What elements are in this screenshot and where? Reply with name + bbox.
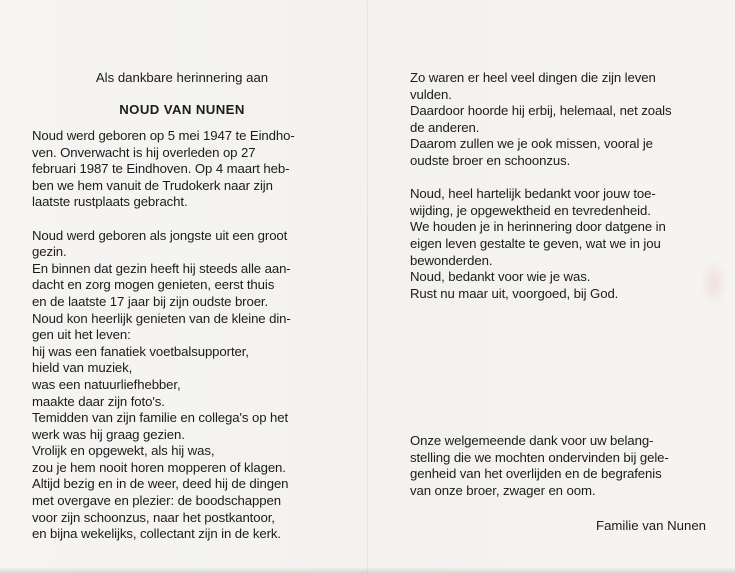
right-column-line: Noud, bedankt voor wie je was. <box>410 269 591 285</box>
right-column-line: bewonderden. <box>410 252 493 268</box>
right-column-line: We houden je in herinnering door datgene in <box>410 219 666 235</box>
left-column-line: Altijd bezig en in de weer, deed hij de dingen <box>32 476 289 492</box>
right-column-line: vulden. <box>410 86 452 102</box>
card-fold-line <box>367 0 368 573</box>
right-column-line: Daardoor hoorde hij erbij, helemaal, net zoals <box>410 103 672 119</box>
left-column-line: maakte daar zijn foto's. <box>32 393 165 409</box>
left-column-line: met overgave en plezier: de boodschappen <box>32 493 281 509</box>
left-column-line: was een natuurliefhebber, <box>32 376 181 392</box>
right-column-line: Daarom zullen we je ook missen, vooral je <box>410 136 653 152</box>
left-column-line: ben we hem vanuit de Trudokerk naar zijn <box>32 177 273 193</box>
left-column-line: voor zijn schoonzus, naar het postkantoor, <box>32 509 275 525</box>
right-column-line: Rust nu maar uit, voorgoed, bij God. <box>410 285 619 301</box>
right-column-line: Noud, heel hartelijk bedankt voor jouw toe- <box>410 186 656 202</box>
thanks-line: Onze welgemeende dank voor uw belang- <box>410 433 654 448</box>
thanks-text <box>410 433 710 499</box>
left-column-line: Temidden van zijn familie en collega's op het <box>32 410 289 426</box>
left-column-line: Vrolijk en opgewekt, als hij was, <box>32 443 215 459</box>
right-column-line: wijding, je opgewektheid en tevredenheid. <box>410 202 651 218</box>
card-bottom-edge <box>0 567 735 573</box>
left-column-line: ven. Onverwacht is hij overleden op 27 <box>32 144 256 160</box>
right-column-line: eigen leven gestalte te geven, wat we in jou <box>410 235 661 251</box>
thanks-line: genheid van het overlijden en de begrafenis <box>410 466 662 482</box>
left-column-line: dacht en zorg mogen genieten, eerst thuis <box>32 277 275 293</box>
left-column-line: werk was hij graag gezien. <box>32 426 185 442</box>
right-column-text <box>410 70 710 302</box>
thanks-line: van onze broer, zwager en oom. <box>410 482 596 498</box>
thanks-line: stelling die we mochten ondervinden bij gele- <box>410 449 669 465</box>
left-column-line: Noud werd geboren op 5 mei 1947 te Eindho- <box>32 128 295 143</box>
deceased-name: NOUD VAN NUNEN <box>119 102 245 117</box>
left-column-line: hij was een fanatiek voetbalsupporter, <box>32 343 249 359</box>
intro-text: Als dankbare herinnering aan <box>95 70 269 85</box>
left-column-line: En binnen dat gezin heeft hij steeds alle aan- <box>32 260 291 276</box>
left-column-line: gezin. <box>32 244 67 260</box>
left-column-line: gen uit het leven: <box>32 327 131 343</box>
left-column-text <box>32 128 332 543</box>
right-column-line: de anderen. <box>410 119 480 135</box>
left-column-line: Noud werd geboren als jongste uit een groot <box>32 227 288 243</box>
right-column-line: Zo waren er heel veel dingen die zijn leven <box>410 70 656 85</box>
right-column-line: oudste broer en schoonzus. <box>410 152 571 168</box>
left-column-line: Noud kon heerlijk genieten van de kleine din- <box>32 310 291 326</box>
left-column-line: hield van muziek, <box>32 360 133 376</box>
paragraph-gap <box>32 211 332 228</box>
left-column-line: en de laatste 17 jaar bij zijn oudste broer. <box>32 293 269 309</box>
left-column-line: en bijna wekelijks, collectant zijn in de kerk. <box>32 526 281 542</box>
left-column-line: februari 1987 te Eindhoven. Op 4 maart heb- <box>32 161 290 177</box>
left-column-line: laatste rustplaats gebracht. <box>32 194 188 210</box>
left-column-line: zou je hem nooit horen mopperen of klagen. <box>32 459 286 475</box>
paragraph-gap <box>410 170 710 187</box>
family-signature: Familie van Nunen <box>596 518 706 533</box>
